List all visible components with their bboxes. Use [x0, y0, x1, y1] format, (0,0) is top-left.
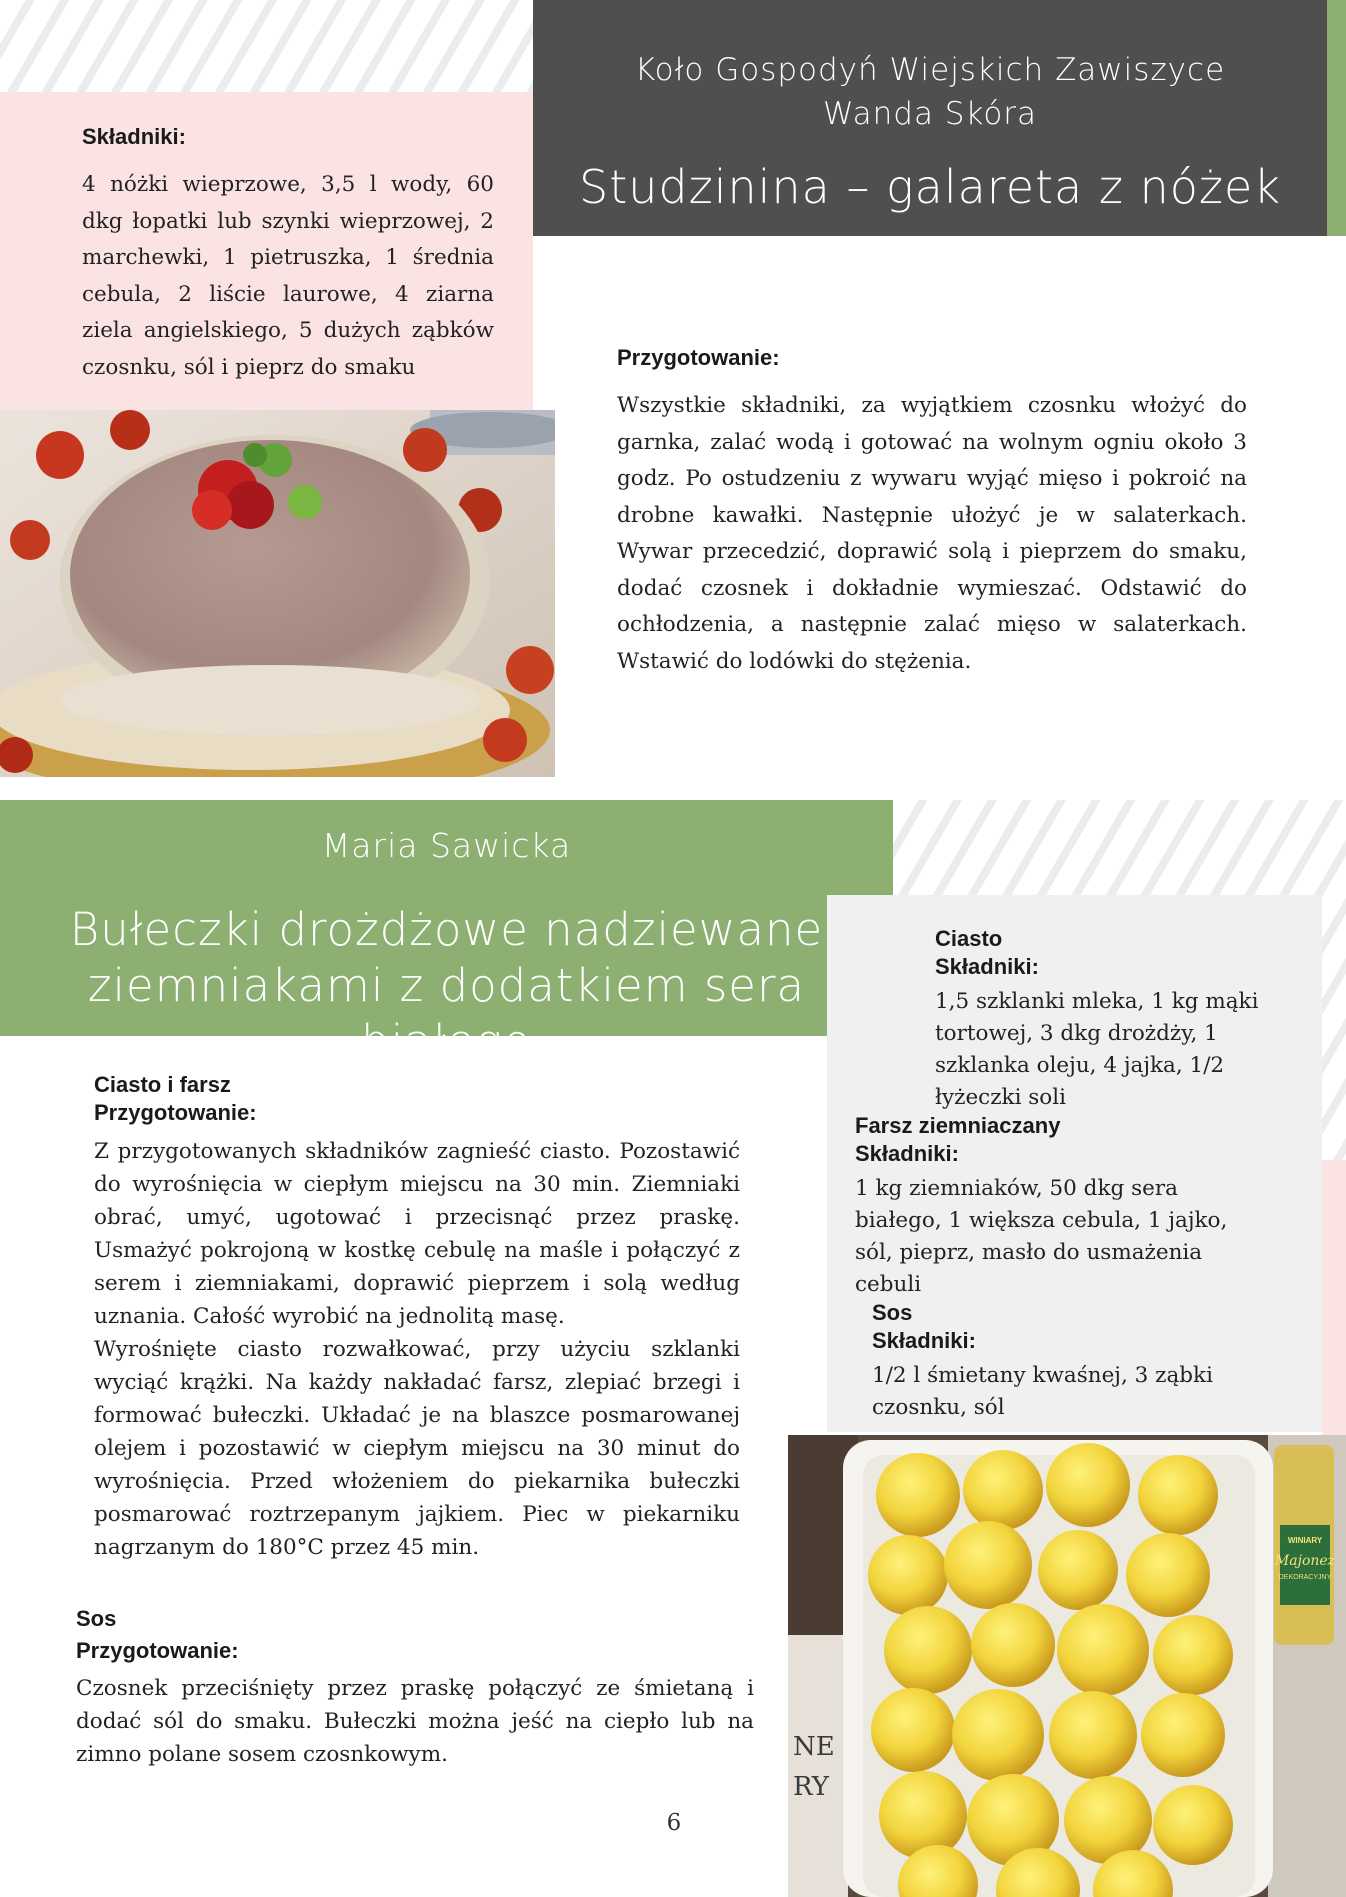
dough-filling-heading: Ciasto i farsz — [94, 1072, 231, 1097]
buns-photo — [788, 1435, 1346, 1897]
recipe2-title — [0, 902, 893, 1070]
sauce-preparation — [76, 1606, 754, 1771]
green-accent-bar — [1327, 0, 1346, 236]
recipe1-prep-heading: Przygotowanie: — [617, 345, 780, 370]
sauce-prep-text: Czosnek przeciśnięty przez praskę połączyć ze śmietaną i dodać sól do smaku. Bułeczki można jeść na ciepło lub na zimno polane sosem czosnkowym. — [76, 1676, 754, 1767]
dough-filling-text-b: Wyrośnięte ciasto rozwałkować, przy użyciu szklanki wyciąć krążki. Na każdy nakładać farsz, zlepiać brzegi i formować bułeczki. Układać je na blaszce posmarowanej olejem i pozostawić w ciepłym miejscu na 30 minut do wyrośnięcia. Przed włożeniem do piekarnika bułeczki posmarować roztrzepanym jajkiem. Piec w piekarniku nagrzanym do 180°C przez 45 min. — [94, 1337, 740, 1560]
box-text-2: RY — [793, 1772, 829, 1802]
aspic-illustration — [0, 410, 555, 777]
filling-ingredients — [855, 1113, 1260, 1301]
filling-heading: Farsz ziemniaczany — [855, 1113, 1061, 1138]
recipe1-prep-text: Wszystkie składniki, za wyjątkiem czosnku włożyć do garnka, zalać wodą i gotować na wolnym ogniu około 3 godz. Po ostudzeniu z wywaru wyjąć mięso i pokroić na drobne kawałki. Następnie ułożyć je w salaterkach. Wywar przecedzić, doprawić solą i pieprzem do smaku, dodać czosnek i dokładnie wymieszać. Odstawić do ochłodzenia, a następnie zalać mięso w salaterkach. Wstawić do lodówki do stężenia. — [617, 393, 1247, 674]
decorative-stripes-top — [0, 0, 533, 92]
recipe2-preparation — [94, 1072, 740, 1564]
dough-subheading: Składniki: — [935, 954, 1039, 979]
dough-filling-text-a: Z przygotowanych składników zagnieść ciasto. Pozostawić do wyrośnięcia w ciepłym miejscu na 30 min. Ziemniaki obrać, umyć, ugotować i przecisnąć przez praskę. Usmażyć pokrojoną w kostkę cebulę na maśle i połączyć z serem i ziemniakami, doprawić pieprzem i solą według uznania. Całość wyrobić na jednolitą masę. — [94, 1139, 740, 1329]
page-number: 6 — [666, 1810, 682, 1836]
dough-ingredients — [935, 926, 1280, 1114]
recipe1-ingredients-text: 4 nóżki wieprzowe, 3,5 l wody, 60 dkg łopatki lub szynki wieprzowej, 2 marchewki, 1 pietruszka, 1 średnia cebula, 2 liście laurowe, 4 ziarna ziela angielskiego, 5 dużych ząbków czosnku, sól i pieprz do smaku — [82, 172, 494, 380]
recipe1-ingredients — [82, 124, 494, 386]
filling-ingredients-text: 1 kg ziemniaków, 50 dkg sera białego, 1 większa cebula, 1 jajko, sól, pieprz, masło do usmażenia cebuli — [855, 1176, 1228, 1297]
sauce-subheading: Składniki: — [872, 1328, 976, 1353]
jar-brand: WINIARY — [1287, 1536, 1323, 1545]
dough-heading: Ciasto — [935, 926, 1003, 951]
jar-name: Majonez — [1274, 1553, 1336, 1569]
buns-illustration — [788, 1435, 1346, 1897]
recipe2-title-line1: Bułeczki drożdżowe nadziewane — [69, 903, 824, 956]
decorative-stripes-edge — [1322, 895, 1346, 1160]
sauce-ingredients-text: 1/2 l śmietany kwaśnej, 3 ząbki czosnku, sól — [872, 1363, 1213, 1420]
recipe1-title: Studzinina – galareta z nóżek — [579, 160, 1281, 214]
dough-filling-subheading: Przygotowanie: — [94, 1100, 257, 1125]
sauce-prep-subheading: Przygotowanie: — [76, 1638, 239, 1663]
filling-subheading: Składniki: — [855, 1141, 959, 1166]
decorative-stripes-middle — [893, 800, 1346, 895]
recipe2-author: Maria Sawicka — [321, 826, 572, 865]
dough-ingredients-text: 1,5 szklanki mleka, 1 kg mąki tortowej, 3 dkg drożdży, 1 szklanka oleju, 4 jajka, 1/2 łyżeczki soli — [935, 989, 1259, 1110]
recipe1-ingredients-heading: Składniki: — [82, 124, 186, 149]
sauce-prep-heading: Sos — [76, 1606, 117, 1631]
recipe1-author — [533, 48, 1327, 136]
box-text-1: NE — [793, 1732, 835, 1762]
jar-subtitle: DEKORACYJNY — [1278, 1574, 1332, 1581]
sauce-ingredients — [872, 1300, 1282, 1424]
recipe1-author-group: Koło Gospodyń Wiejskich Zawiszyce — [634, 52, 1226, 88]
recipe2-title-line2: ziemniakami z dodatkiem sera białego — [87, 959, 806, 1068]
recipe1-preparation — [617, 345, 1247, 680]
sauce-heading: Sos — [872, 1300, 913, 1325]
aspic-photo — [0, 410, 555, 777]
recipe1-author-name: Wanda Skóra — [822, 96, 1038, 132]
